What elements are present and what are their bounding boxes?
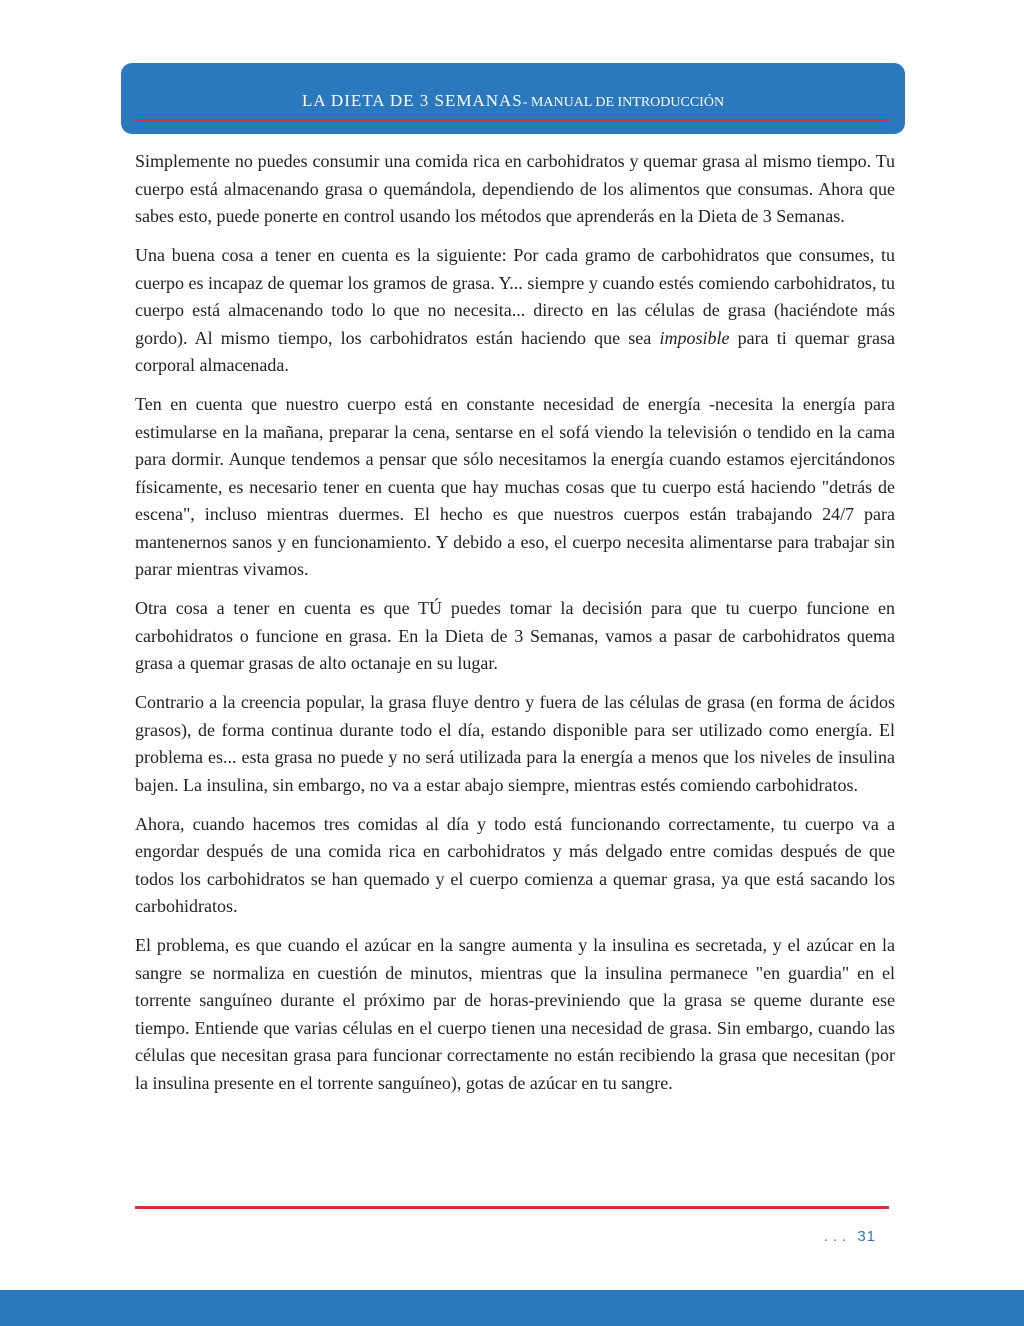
paragraph-1: Simplemente no puedes consumir una comida rica en carbohidratos y quemar grasa al mismo tiempo. Tu cuerpo está almacenando grasa o quemándola, dependiendo de los alimentos que consumas. Ahora que sabes esto, puede ponerte en control usando los métodos que aprenderás en la Dieta de 3 Semanas. (135, 151, 895, 226)
bottom-bar (0, 1290, 1024, 1326)
paragraph-2 (135, 242, 895, 380)
paragraph-2-text-before: Una buena cosa a tener en cuenta es la siguiente: Por cada gramo de carbohidratos que consumes, tu cuerpo es incapaz de quemar los gramos de grasa. Y... siempre y cuando estés comiendo carbohidratos, tu cuerpo está almacenando todo lo que no necesita... directo en las células de grasa (haciéndote más gordo). Al mismo tiempo, los carbohidratos están haciendo que sea (135, 245, 895, 348)
header-divider (135, 119, 889, 122)
paragraph-3: Ten en cuenta que nuestro cuerpo está en constante necesidad de energía -necesita la energía para estimularse en la mañana, preparar la cena, sentarse en el sofá viendo la televisión o tendido en la cama para dormir. Aunque tendemos a pensar que sólo necesitamos la energía cuando estamos ejercitándonos físicamente, es necesario tener en cuenta que hay muchas cosas que tu cuerpo está haciendo "detrás de escena", incluso mientras duermes. El hecho es que nuestros cuerpos están trabajando 24/7 para mantenernos sanos y en funcionamiento. Y debido a eso, el cuerpo necesita alimentarse para trabajar sin parar mientras vivamos. (135, 394, 895, 579)
page-number (700, 1228, 876, 1245)
paragraph-7: El problema, es que cuando el azúcar en la sangre aumenta y la insulina es secretada, y el azúcar en la sangre se normaliza en cuestión de minutos, mientras que la insulina permanece "en guardia" en el torrente sanguíneo durante el próximo par de horas-previniendo que la grasa se queme durante ese tiempo. Entiende que varias células en el cuerpo tienen una necesidad de grasa. Sin embargo, cuando las células que necesitan grasa para funcionar correctamente no están recibiendo la grasa que necesitan (por la insulina presente en el torrente sanguíneo), gotas de azúcar en tu sangre. (135, 935, 895, 1093)
paragraph-2-emphasis: imposible (659, 327, 730, 348)
page-body (135, 148, 895, 1109)
paragraph-4: Otra cosa a tener en cuenta es que TÚ puedes tomar la decisión para que tu cuerpo funcione en carbohidratos o funcione en grasa. En la Dieta de 3 Semanas, vamos a pasar de carbohidratos quema grasa a quemar grasas de alto octanaje en su lugar. (135, 598, 895, 673)
document-title (121, 89, 905, 115)
document-title-main: LA DIETA DE 3 SEMANAS (301, 91, 523, 110)
footer-divider (135, 1206, 889, 1209)
paragraph-5: Contrario a la creencia popular, la grasa fluye dentro y fuera de las células de grasa (en forma de ácidos grasos), de forma continua durante todo el día, estando disponible para ser utilizado como energía. El problema es... esta grasa no puede y no será utilizada para la energía a menos que los niveles de insulina bajen. La insulina, sin embargo, no va a estar abajo siempre, mientras estés comiendo carbohidratos. (135, 692, 895, 795)
paragraph-2-text-after: para ti quemar grasa corporal almacenada. (135, 327, 895, 375)
header-banner (121, 63, 905, 134)
document-title-sub: - MANUAL DE INTRODUCCIÓN (522, 95, 725, 110)
paragraph-6: Ahora, cuando hacemos tres comidas al día y todo está funcionando correctamente, tu cuerpo va a engordar después de una comida rica en carbohidratos y más delgado entre comidas después de que todos los carbohidratos se han quemado y el cuerpo comienza a quemar grasa, ya que está sacando los carbohidratos. (135, 813, 895, 916)
page-number-dots: ... (823, 1228, 852, 1245)
page-number-value: 31 (857, 1228, 876, 1245)
